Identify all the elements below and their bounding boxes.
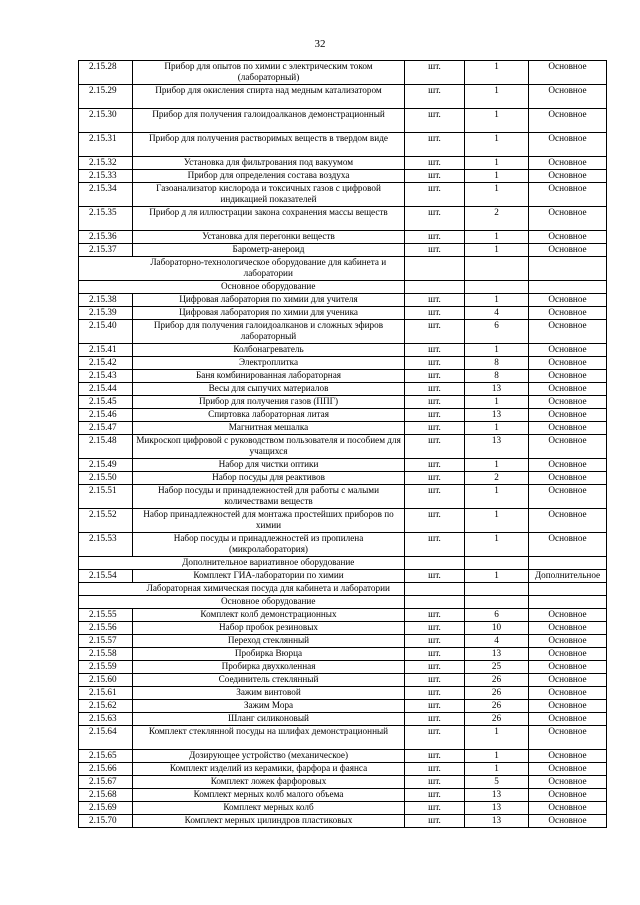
item-quantity: 1 — [465, 570, 529, 583]
item-quantity: 4 — [465, 635, 529, 648]
item-code: 2.15.29 — [79, 85, 133, 109]
item-unit: шт. — [405, 344, 465, 357]
item-name: Магнитная мешалка — [133, 422, 405, 435]
item-quantity: 8 — [465, 357, 529, 370]
section-unit-cell — [405, 257, 465, 281]
section-type-cell — [529, 596, 607, 609]
item-unit: шт. — [405, 622, 465, 635]
table-row — [79, 509, 607, 533]
item-quantity: 1 — [465, 509, 529, 533]
section-code-cell — [79, 281, 133, 294]
item-name: Прибор для получения газов (ППГ) — [133, 396, 405, 409]
item-quantity: 1 — [465, 109, 529, 133]
item-name: Комплект колб демонстрационных — [133, 609, 405, 622]
section-code-cell — [79, 583, 133, 596]
item-unit: шт. — [405, 661, 465, 674]
item-unit: шт. — [405, 207, 465, 231]
table-row — [79, 700, 607, 713]
item-name: Пробирка двухколенная — [133, 661, 405, 674]
item-quantity: 25 — [465, 661, 529, 674]
table-row — [79, 472, 607, 485]
item-name: Комплект ложек фарфоровых — [133, 776, 405, 789]
item-unit: шт. — [405, 648, 465, 661]
item-code: 2.15.50 — [79, 472, 133, 485]
item-name: Шланг силиконовый — [133, 713, 405, 726]
item-name: Комплект стеклянной посуды на шлифах демонстрационный — [133, 726, 405, 750]
item-quantity: 1 — [465, 533, 529, 557]
section-qty-cell — [465, 583, 529, 596]
item-unit: шт. — [405, 307, 465, 320]
item-code: 2.15.47 — [79, 422, 133, 435]
table-row — [79, 370, 607, 383]
table-row — [79, 485, 607, 509]
item-type: Основное — [529, 170, 607, 183]
item-unit: шт. — [405, 183, 465, 207]
item-unit: шт. — [405, 700, 465, 713]
item-quantity: 6 — [465, 609, 529, 622]
item-code: 2.15.70 — [79, 815, 133, 828]
item-unit: шт. — [405, 435, 465, 459]
item-quantity: 13 — [465, 435, 529, 459]
item-name: Комплект мерных цилиндров пластиковых — [133, 815, 405, 828]
item-name: Комплект изделий из керамики, фарфора и фаянса — [133, 763, 405, 776]
item-type: Основное — [529, 344, 607, 357]
item-name: Набор посуды для реактивов — [133, 472, 405, 485]
section-row — [79, 257, 607, 281]
item-unit: шт. — [405, 109, 465, 133]
table-row — [79, 85, 607, 109]
item-quantity: 1 — [465, 422, 529, 435]
item-quantity: 1 — [465, 61, 529, 85]
item-name: Микроскоп цифровой с руководством пользователя и пособием для учащихся — [133, 435, 405, 459]
item-unit: шт. — [405, 609, 465, 622]
item-name: Дозирующее устройство (механическое) — [133, 750, 405, 763]
table-row — [79, 320, 607, 344]
item-type: Основное — [529, 789, 607, 802]
item-name: Прибор для определения состава воздуха — [133, 170, 405, 183]
table-row — [79, 661, 607, 674]
item-quantity: 10 — [465, 622, 529, 635]
item-quantity: 26 — [465, 687, 529, 700]
item-type: Основное — [529, 422, 607, 435]
item-quantity: 1 — [465, 294, 529, 307]
item-name: Барометр-анероид — [133, 244, 405, 257]
equipment-table — [78, 60, 607, 828]
item-type: Основное — [529, 622, 607, 635]
item-name: Цифровая лаборатория по химии для ученика — [133, 307, 405, 320]
item-quantity: 1 — [465, 244, 529, 257]
item-name: Цифровая лаборатория по химии для учителя — [133, 294, 405, 307]
item-quantity: 13 — [465, 789, 529, 802]
item-name: Набор принадлежностей для монтажа простейших приборов по химии — [133, 509, 405, 533]
table-row — [79, 687, 607, 700]
item-code: 2.15.52 — [79, 509, 133, 533]
item-name: Спиртовка лабораторная литая — [133, 409, 405, 422]
section-type-cell — [529, 583, 607, 596]
item-type: Основное — [529, 320, 607, 344]
item-name: Соединитель стеклянный — [133, 674, 405, 687]
item-type: Основное — [529, 635, 607, 648]
item-unit: шт. — [405, 244, 465, 257]
table-row — [79, 170, 607, 183]
table-row — [79, 674, 607, 687]
item-unit: шт. — [405, 472, 465, 485]
item-type: Основное — [529, 294, 607, 307]
item-quantity: 13 — [465, 815, 529, 828]
item-unit: шт. — [405, 763, 465, 776]
item-code: 2.15.37 — [79, 244, 133, 257]
item-name: Прибор для опытов по химии с электрическим током (лабораторный) — [133, 61, 405, 85]
item-unit: шт. — [405, 294, 465, 307]
item-code: 2.15.62 — [79, 700, 133, 713]
section-type-cell — [529, 281, 607, 294]
item-quantity: 1 — [465, 85, 529, 109]
item-type: Основное — [529, 713, 607, 726]
table-row — [79, 533, 607, 557]
equipment-table-body — [79, 61, 607, 828]
item-type: Основное — [529, 207, 607, 231]
item-type: Основное — [529, 700, 607, 713]
item-code: 2.15.69 — [79, 802, 133, 815]
item-code: 2.15.63 — [79, 713, 133, 726]
item-code: 2.15.36 — [79, 231, 133, 244]
table-row — [79, 726, 607, 750]
item-code: 2.15.64 — [79, 726, 133, 750]
item-quantity: 26 — [465, 674, 529, 687]
item-quantity: 26 — [465, 713, 529, 726]
item-unit: шт. — [405, 726, 465, 750]
item-name: Прибор для получения галоидоалканов демонстрационный — [133, 109, 405, 133]
item-type: Основное — [529, 533, 607, 557]
item-type: Основное — [529, 472, 607, 485]
section-row — [79, 557, 607, 570]
table-row — [79, 294, 607, 307]
section-unit-cell — [405, 281, 465, 294]
item-code: 2.15.41 — [79, 344, 133, 357]
item-code: 2.15.51 — [79, 485, 133, 509]
table-row — [79, 109, 607, 133]
table-row — [79, 344, 607, 357]
item-unit: шт. — [405, 85, 465, 109]
item-quantity: 8 — [465, 370, 529, 383]
table-row — [79, 183, 607, 207]
table-row — [79, 357, 607, 370]
item-code: 2.15.42 — [79, 357, 133, 370]
item-code: 2.15.39 — [79, 307, 133, 320]
section-row — [79, 583, 607, 596]
item-code: 2.15.65 — [79, 750, 133, 763]
item-code: 2.15.40 — [79, 320, 133, 344]
item-name: Набор посуды и принадлежностей из пропилена (микролаборатория) — [133, 533, 405, 557]
item-unit: шт. — [405, 61, 465, 85]
item-quantity: 13 — [465, 648, 529, 661]
item-type: Основное — [529, 485, 607, 509]
item-name: Электроплитка — [133, 357, 405, 370]
item-code: 2.15.45 — [79, 396, 133, 409]
table-row — [79, 307, 607, 320]
item-code: 2.15.33 — [79, 170, 133, 183]
table-row — [79, 383, 607, 396]
item-type: Основное — [529, 61, 607, 85]
item-quantity: 13 — [465, 802, 529, 815]
item-code: 2.15.31 — [79, 133, 133, 157]
table-row — [79, 609, 607, 622]
item-type: Основное — [529, 357, 607, 370]
item-code: 2.15.55 — [79, 609, 133, 622]
item-quantity: 2 — [465, 472, 529, 485]
table-row — [79, 648, 607, 661]
item-type: Дополнительное — [529, 570, 607, 583]
item-code: 2.15.43 — [79, 370, 133, 383]
item-name: Прибор для окисления спирта над медным катализатором — [133, 85, 405, 109]
item-quantity: 1 — [465, 133, 529, 157]
item-code: 2.15.46 — [79, 409, 133, 422]
item-name: Установка для фильтрования под вакуумом — [133, 157, 405, 170]
item-unit: шт. — [405, 485, 465, 509]
table-row — [79, 789, 607, 802]
section-heading: Основное оборудование — [133, 281, 405, 294]
item-quantity: 1 — [465, 485, 529, 509]
item-quantity: 1 — [465, 157, 529, 170]
item-unit: шт. — [405, 459, 465, 472]
item-unit: шт. — [405, 713, 465, 726]
item-quantity: 4 — [465, 307, 529, 320]
table-row — [79, 622, 607, 635]
section-heading: Основное оборудование — [133, 596, 405, 609]
item-type: Основное — [529, 307, 607, 320]
item-name: Зажим Мора — [133, 700, 405, 713]
item-name: Газоанализатор кислорода и токсичных газов с цифровой индикацией показателей — [133, 183, 405, 207]
item-type: Основное — [529, 231, 607, 244]
item-code: 2.15.57 — [79, 635, 133, 648]
item-type: Основное — [529, 750, 607, 763]
table-row — [79, 570, 607, 583]
item-code: 2.15.59 — [79, 661, 133, 674]
table-row — [79, 459, 607, 472]
item-code: 2.15.49 — [79, 459, 133, 472]
item-code: 2.15.60 — [79, 674, 133, 687]
table-row — [79, 435, 607, 459]
item-code: 2.15.54 — [79, 570, 133, 583]
item-name: Весы для сыпучих материалов — [133, 383, 405, 396]
item-code: 2.15.28 — [79, 61, 133, 85]
section-code-cell — [79, 257, 133, 281]
section-heading: Лабораторно-технологическое оборудование для кабинета и лаборатории — [133, 257, 405, 281]
item-unit: шт. — [405, 157, 465, 170]
item-type: Основное — [529, 661, 607, 674]
item-unit: шт. — [405, 383, 465, 396]
item-unit: шт. — [405, 776, 465, 789]
item-name: Пробирка Вюрца — [133, 648, 405, 661]
item-unit: шт. — [405, 320, 465, 344]
item-unit: шт. — [405, 357, 465, 370]
item-name: Переход стеклянный — [133, 635, 405, 648]
item-type: Основное — [529, 409, 607, 422]
item-name: Комплект мерных колб малого объема — [133, 789, 405, 802]
section-unit-cell — [405, 596, 465, 609]
item-name: Колбонагреватель — [133, 344, 405, 357]
item-name: Установка для перегонки веществ — [133, 231, 405, 244]
table-row — [79, 422, 607, 435]
item-unit: шт. — [405, 750, 465, 763]
item-type: Основное — [529, 85, 607, 109]
section-heading: Дополнительное вариативное оборудование — [133, 557, 405, 570]
item-unit: шт. — [405, 422, 465, 435]
item-unit: шт. — [405, 170, 465, 183]
item-type: Основное — [529, 802, 607, 815]
table-row — [79, 157, 607, 170]
item-quantity: 13 — [465, 383, 529, 396]
item-unit: шт. — [405, 231, 465, 244]
item-quantity: 13 — [465, 409, 529, 422]
item-code: 2.15.66 — [79, 763, 133, 776]
table-row — [79, 61, 607, 85]
section-type-cell — [529, 557, 607, 570]
table-row — [79, 815, 607, 828]
item-unit: шт. — [405, 815, 465, 828]
item-code: 2.15.56 — [79, 622, 133, 635]
item-type: Основное — [529, 687, 607, 700]
table-row — [79, 244, 607, 257]
item-unit: шт. — [405, 789, 465, 802]
section-type-cell — [529, 257, 607, 281]
item-type: Основное — [529, 776, 607, 789]
item-unit: шт. — [405, 533, 465, 557]
item-name: Прибор д ля иллюстрации закона сохранения массы веществ — [133, 207, 405, 231]
section-code-cell — [79, 596, 133, 609]
item-code: 2.15.61 — [79, 687, 133, 700]
item-name: Комплект ГИА-лаборатории по химии — [133, 570, 405, 583]
item-type: Основное — [529, 396, 607, 409]
item-code: 2.15.38 — [79, 294, 133, 307]
section-unit-cell — [405, 583, 465, 596]
item-code: 2.15.58 — [79, 648, 133, 661]
section-code-cell — [79, 557, 133, 570]
item-unit: шт. — [405, 687, 465, 700]
item-unit: шт. — [405, 133, 465, 157]
item-code: 2.15.67 — [79, 776, 133, 789]
item-type: Основное — [529, 459, 607, 472]
item-quantity: 5 — [465, 776, 529, 789]
table-row — [79, 231, 607, 244]
item-name: Прибор для получения галоидоалканов и сложных эфиров лабораторный — [133, 320, 405, 344]
item-type: Основное — [529, 648, 607, 661]
table-row — [79, 802, 607, 815]
item-type: Основное — [529, 183, 607, 207]
table-row — [79, 763, 607, 776]
item-type: Основное — [529, 370, 607, 383]
item-code: 2.15.30 — [79, 109, 133, 133]
item-code: 2.15.32 — [79, 157, 133, 170]
table-row — [79, 396, 607, 409]
item-type: Основное — [529, 157, 607, 170]
item-unit: шт. — [405, 396, 465, 409]
item-code: 2.15.35 — [79, 207, 133, 231]
item-unit: шт. — [405, 674, 465, 687]
page-number: 32 — [314, 38, 326, 50]
item-quantity: 1 — [465, 726, 529, 750]
table-row — [79, 750, 607, 763]
item-quantity: 26 — [465, 700, 529, 713]
item-unit: шт. — [405, 635, 465, 648]
item-name: Набор посуды и принадлежностей для работы с малыми количествами веществ — [133, 485, 405, 509]
item-quantity: 1 — [465, 750, 529, 763]
item-type: Основное — [529, 609, 607, 622]
item-quantity: 1 — [465, 763, 529, 776]
item-type: Основное — [529, 763, 607, 776]
item-name: Комплект мерных колб — [133, 802, 405, 815]
item-code: 2.15.34 — [79, 183, 133, 207]
item-name: Набор пробок резиновых — [133, 622, 405, 635]
section-qty-cell — [465, 557, 529, 570]
table-row — [79, 776, 607, 789]
item-code: 2.15.44 — [79, 383, 133, 396]
section-heading: Лабораторная химическая посуда для кабинета и лаборатории — [133, 583, 405, 596]
item-quantity: 1 — [465, 170, 529, 183]
item-code: 2.15.68 — [79, 789, 133, 802]
item-unit: шт. — [405, 409, 465, 422]
item-type: Основное — [529, 435, 607, 459]
item-unit: шт. — [405, 802, 465, 815]
table-row — [79, 207, 607, 231]
item-unit: шт. — [405, 370, 465, 383]
item-type: Основное — [529, 726, 607, 750]
item-unit: шт. — [405, 570, 465, 583]
item-name: Зажим винтовой — [133, 687, 405, 700]
table-row — [79, 635, 607, 648]
item-quantity: 1 — [465, 231, 529, 244]
item-type: Основное — [529, 674, 607, 687]
item-code: 2.15.53 — [79, 533, 133, 557]
item-type: Основное — [529, 244, 607, 257]
table-row — [79, 409, 607, 422]
item-type: Основное — [529, 509, 607, 533]
section-row — [79, 281, 607, 294]
item-quantity: 1 — [465, 183, 529, 207]
item-unit: шт. — [405, 509, 465, 533]
item-type: Основное — [529, 383, 607, 396]
section-qty-cell — [465, 257, 529, 281]
section-unit-cell — [405, 557, 465, 570]
item-type: Основное — [529, 815, 607, 828]
table-row — [79, 713, 607, 726]
item-name: Прибор для получения растворимых веществ в твердом виде — [133, 133, 405, 157]
section-row — [79, 596, 607, 609]
item-type: Основное — [529, 133, 607, 157]
item-code: 2.15.48 — [79, 435, 133, 459]
item-quantity: 1 — [465, 344, 529, 357]
item-name: Баня комбинированная лабораторная — [133, 370, 405, 383]
section-qty-cell — [465, 281, 529, 294]
item-name: Набор для чистки оптики — [133, 459, 405, 472]
section-qty-cell — [465, 596, 529, 609]
item-quantity: 1 — [465, 396, 529, 409]
table-row — [79, 133, 607, 157]
item-quantity: 2 — [465, 207, 529, 231]
item-type: Основное — [529, 109, 607, 133]
item-quantity: 6 — [465, 320, 529, 344]
item-quantity: 1 — [465, 459, 529, 472]
